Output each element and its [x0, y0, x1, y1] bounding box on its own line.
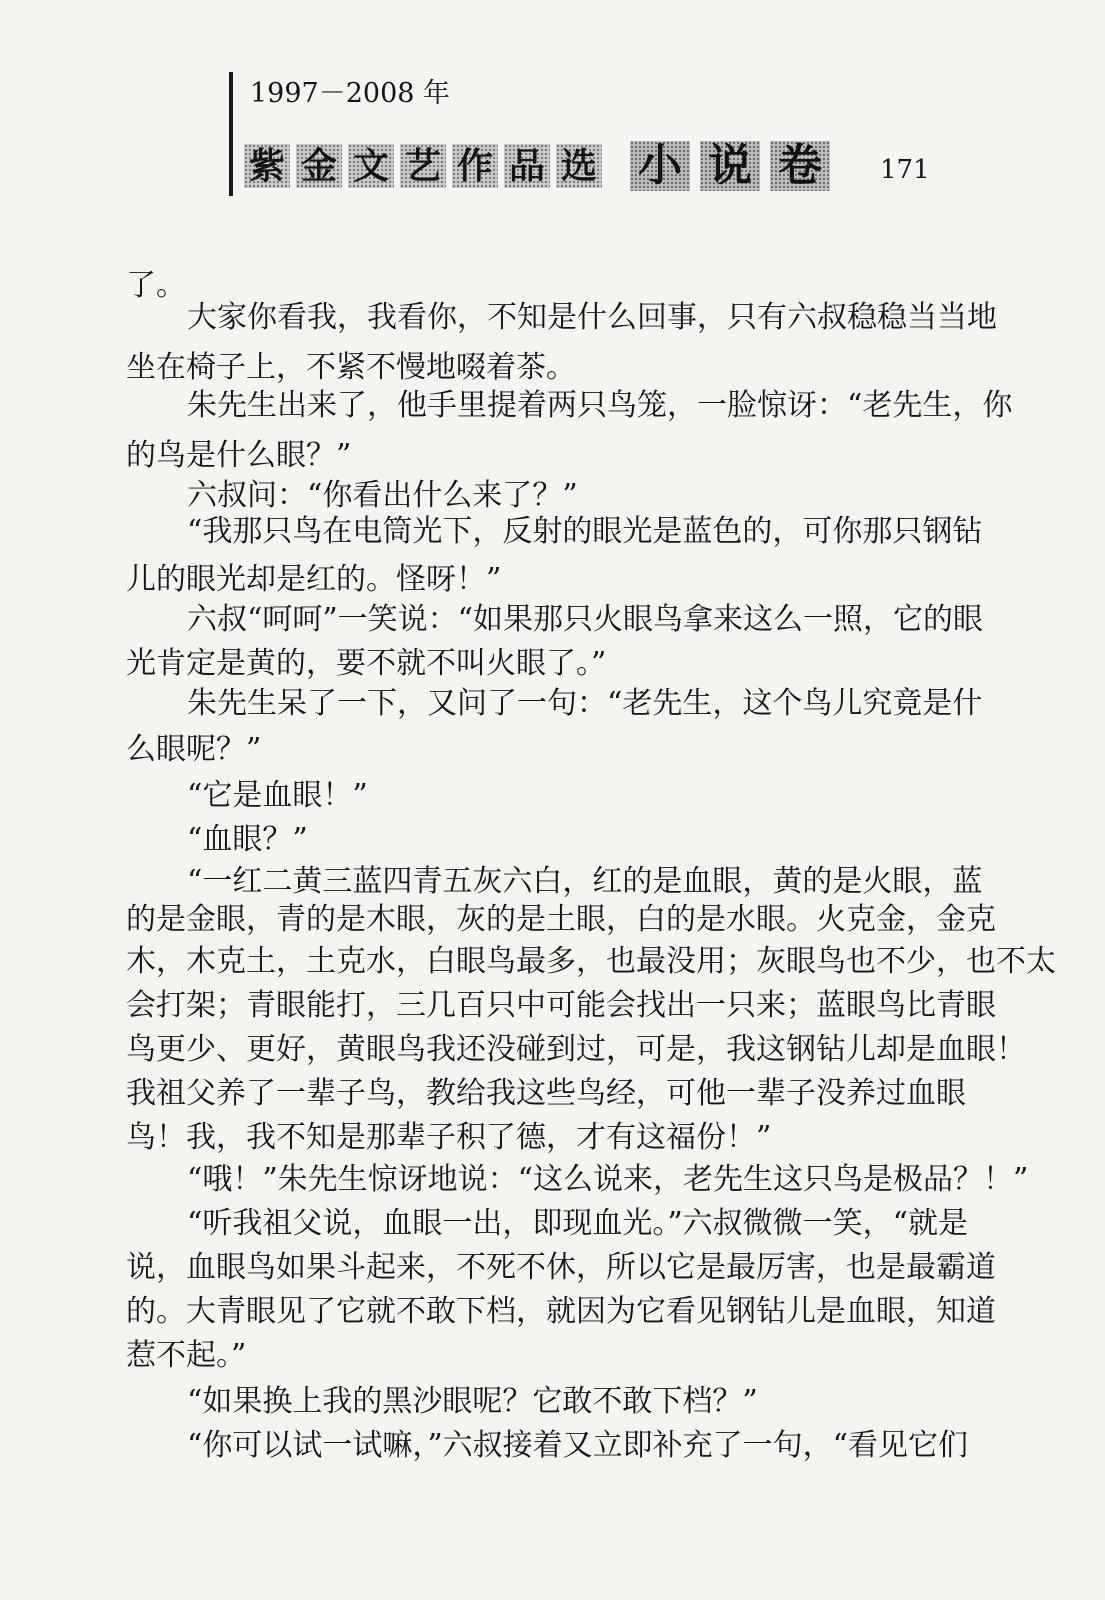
- text-line: 朱先生呆了一下，又问了一句：“老先生，这个鸟儿究竟是什: [187, 686, 983, 721]
- text-line: 我祖父养了一辈子鸟，教给我这些鸟经，可他一辈子没养过血眼: [126, 1076, 966, 1111]
- text-line: “一红二黄三蓝四青五灰六白，红的是血眼，黄的是火眼，蓝: [187, 864, 983, 899]
- page-number: 171: [880, 155, 930, 185]
- volume-char: 说: [700, 141, 760, 191]
- text-line: 坐在椅子上，不紧不慢地啜着茶。: [126, 350, 576, 385]
- header-years: 1997－2008 年: [250, 78, 451, 109]
- text-line: 朱先生出来了，他手里提着两只鸟笼，一脸惊讶：“老先生，你: [187, 388, 1013, 423]
- text-line: “如果换上我的黑沙眼呢？它敢不敢下档？”: [187, 1384, 758, 1419]
- text-line: 了。: [126, 268, 186, 303]
- series-char: 金: [296, 144, 342, 188]
- text-line: 六叔问：“你看出什么来了？”: [187, 478, 578, 513]
- series-char: 艺: [400, 144, 446, 188]
- text-line: 的。大青眼见了它就不敢下档，就因为它看见钢钻儿是血眼，知道: [126, 1294, 996, 1329]
- text-line: 惹不起。”: [126, 1338, 247, 1373]
- series-char: 文: [348, 144, 394, 188]
- volume-char: 小: [630, 141, 690, 191]
- text-line: 六叔“呵呵”一笑说：“如果那只火眼鸟拿来这么一照，它的眼: [187, 602, 984, 637]
- series-char: 紫: [244, 144, 290, 188]
- text-line: “血眼？”: [187, 822, 308, 857]
- text-line: 的是金眼，青的是木眼，灰的是土眼，白的是水眼。火克金，金克: [126, 902, 996, 937]
- text-line: 么眼呢？”: [126, 732, 262, 767]
- text-line: “它是血眼！”: [187, 778, 368, 813]
- text-line: 大家你看我，我看你，不知是什么回事，只有六叔稳稳当当地: [187, 300, 997, 335]
- text-line: 鸟！我，我不知是那辈子积了德，才有这福份！”: [126, 1120, 772, 1155]
- text-line: 的鸟是什么眼？”: [126, 438, 352, 473]
- series-char: 选: [556, 144, 602, 188]
- text-line: 会打架；青眼能打，三几百只中可能会找出一只来；蓝眼鸟比青眼: [126, 988, 996, 1023]
- text-line: “你可以试一试嘛，”六叔接着又立即补充了一句，“看见它们: [187, 1428, 969, 1463]
- text-line: 鸟更少、更好，黄眼鸟我还没碰到过，可是，我这钢钻儿却是血眼！: [126, 1032, 1026, 1067]
- text-line: 木，木克土，土克水，白眼鸟最多，也最没用；灰眼鸟也不少，也不太: [126, 944, 1056, 979]
- series-char: 作: [452, 144, 498, 188]
- text-line: 说，血眼鸟如果斗起来，不死不休，所以它是最厉害，也是最霸道: [126, 1250, 996, 1285]
- series-char: 品: [504, 144, 550, 188]
- text-line: 光肯定是黄的，要不就不叫火眼了。”: [126, 646, 607, 681]
- text-line: “听我祖父说，血眼一出，即现血光。”六叔微微一笑，“就是: [187, 1206, 969, 1241]
- text-line: “哦！”朱先生惊讶地说：“这么说来，老先生这只鸟是极品？！”: [187, 1162, 1029, 1197]
- text-line: 儿的眼光却是红的。怪呀！”: [126, 562, 502, 597]
- text-line: “我那只鸟在电筒光下，反射的眼光是蓝色的，可你那只钢钻: [187, 514, 983, 549]
- volume-char: 卷: [770, 141, 830, 191]
